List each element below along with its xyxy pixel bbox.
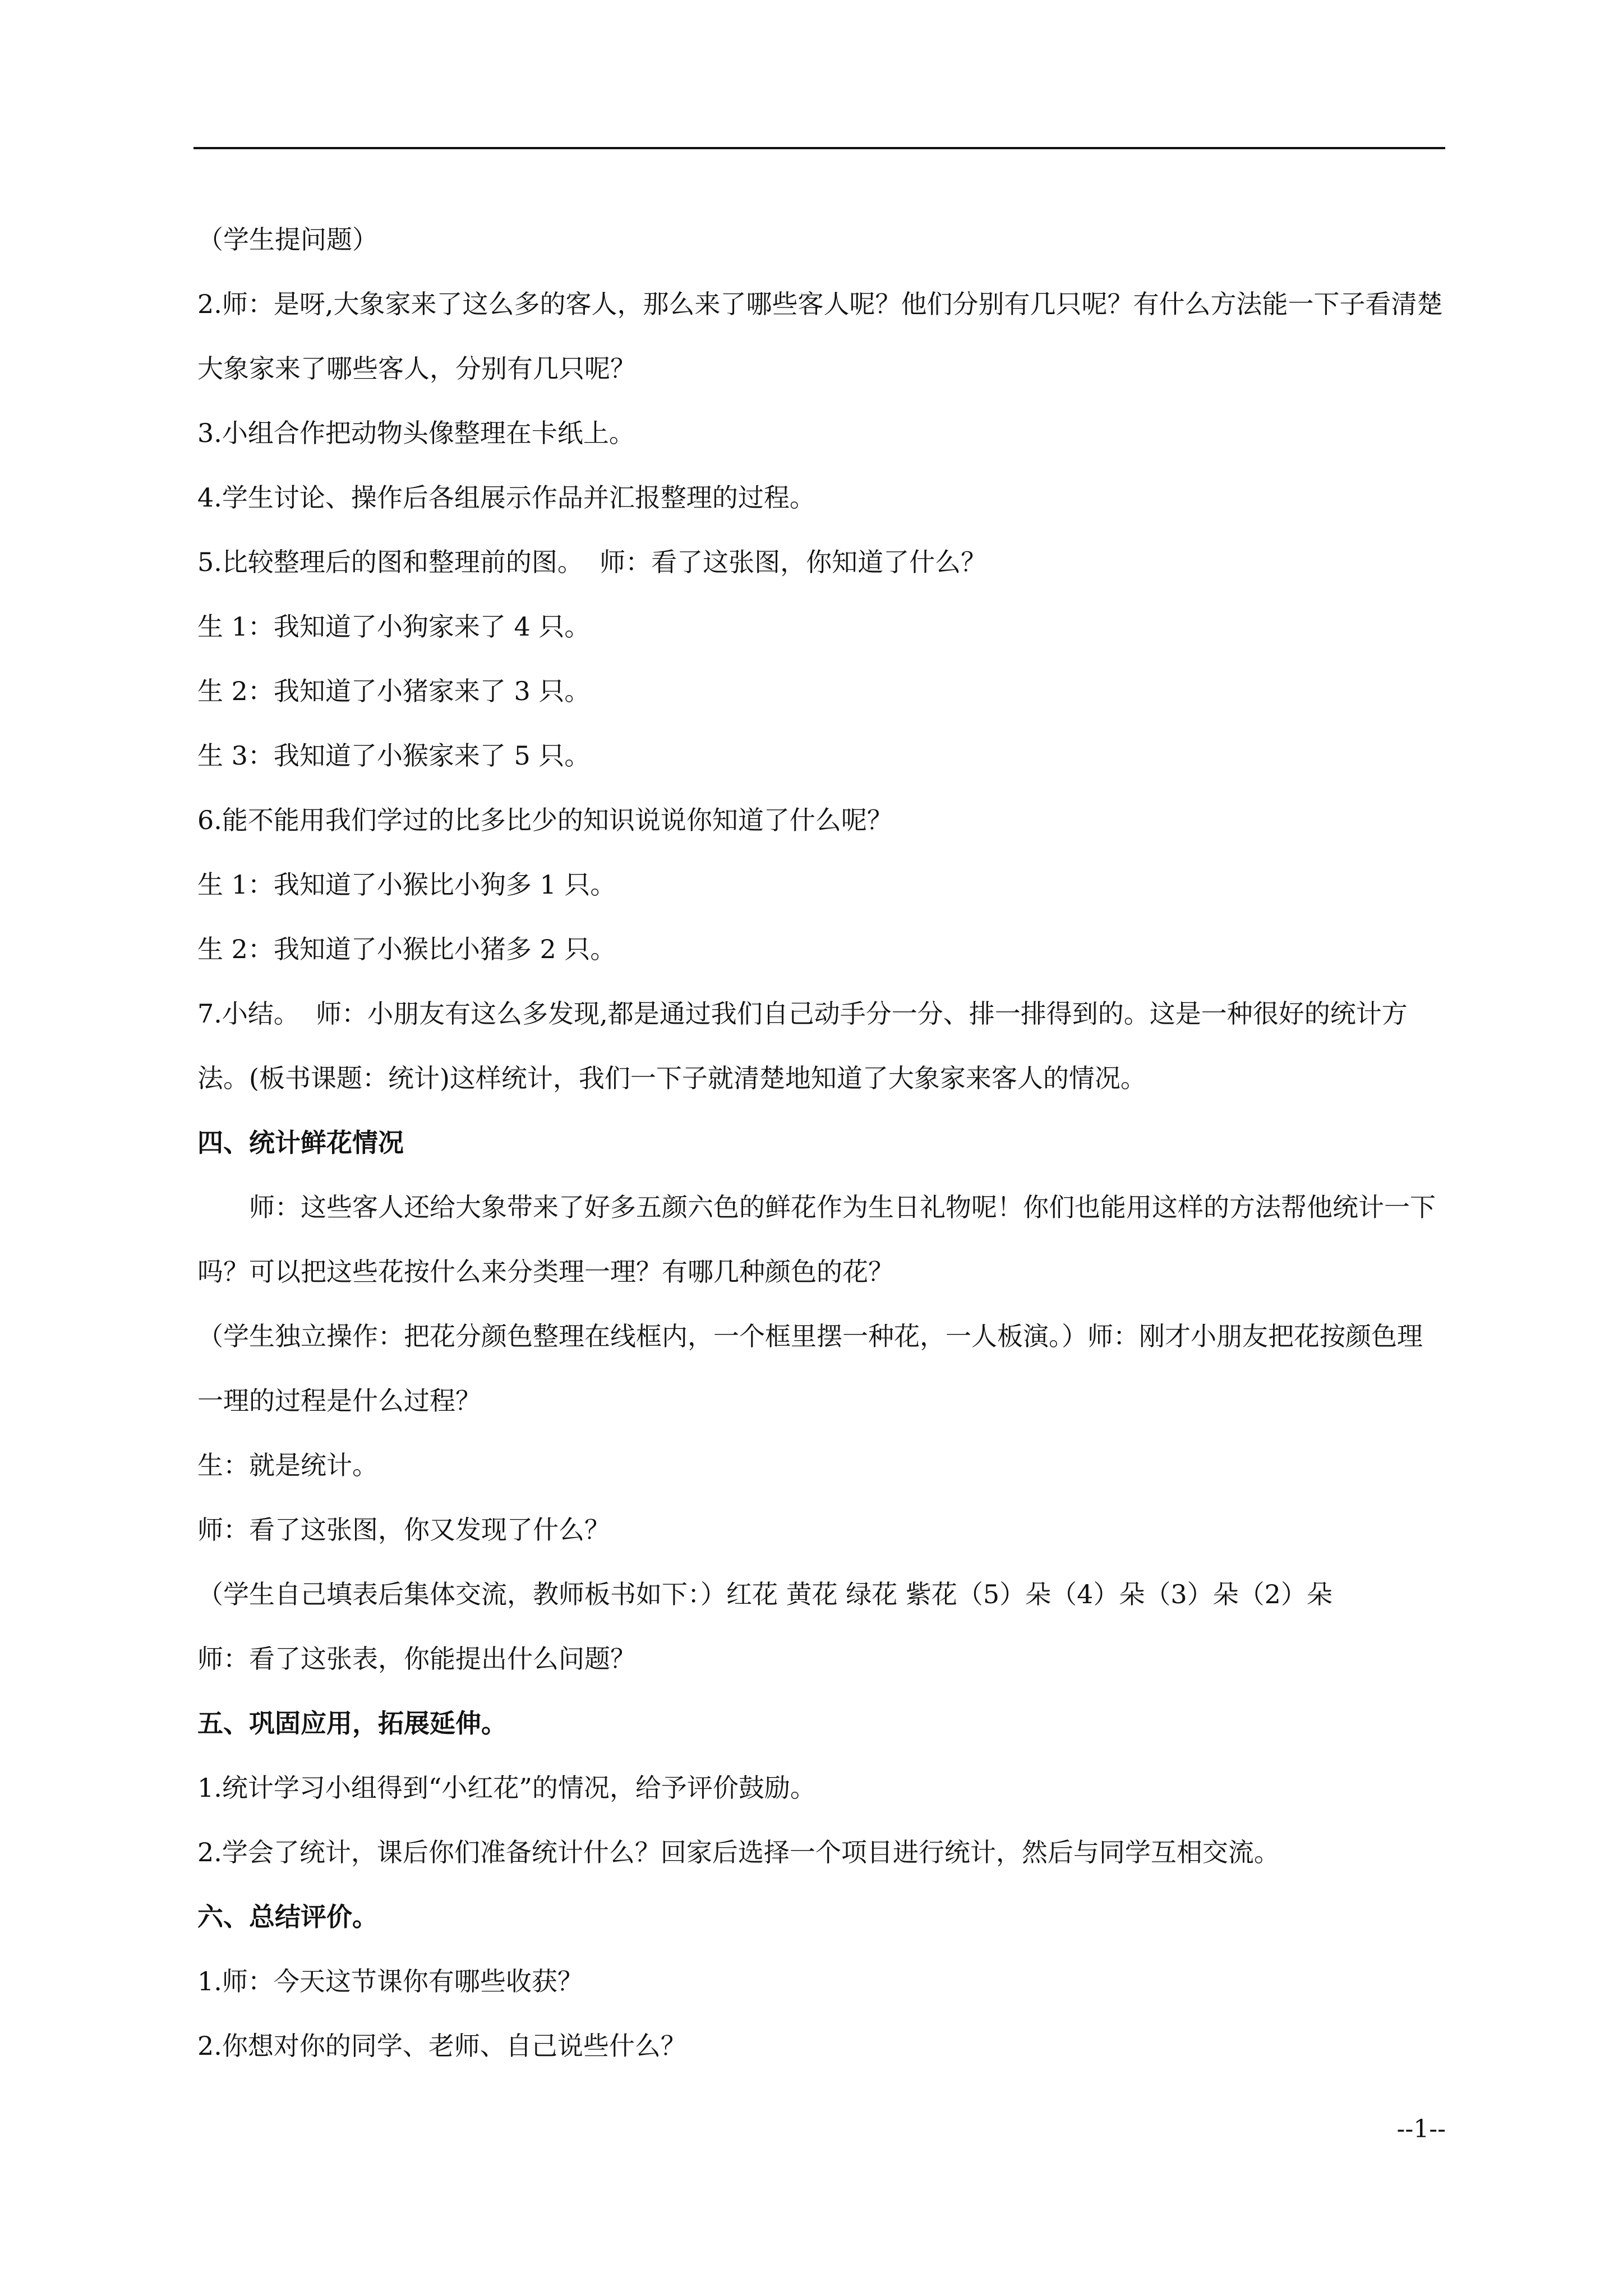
paragraph: （学生自己填表后集体交流，教师板书如下：）红花 黄花 绿花 紫花（5）朵（4）朵（3）朵（2）朵	[197, 1579, 1332, 1609]
paragraph: 生 2：我知道了小猴比小猪多 2 只。	[197, 934, 616, 964]
paragraph: 2.学会了统计，课后你们准备统计什么？回家后选择一个项目进行统计，然后与同学互相交流。	[197, 1837, 1280, 1867]
paragraph: 生 1：我知道了小猴比小狗多 1 只。	[197, 869, 616, 900]
paragraph: 2.师：是呀,大象家来了这么多的客人，那么来了哪些客人呢？他们分别有几只呢？有什么方法能一下子看清楚大象家来了哪些客人，分别有几只呢？	[197, 289, 1443, 384]
paragraph: 2.你想对你的同学、老师、自己说些什么？	[197, 2031, 686, 2061]
section-heading: 六、总结评价。	[197, 1902, 378, 1932]
paragraph: （学生独立操作：把花分颜色整理在线框内，一个框里摆一种花，一人板演。）师：刚才小朋友把花按颜色理一理的过程是什么过程？	[197, 1321, 1423, 1416]
paragraph: 师：这些客人还给大象带来了好多五颜六色的鲜花作为生日礼物呢！你们也能用这样的方法帮他统计一下吗？可以把这些花按什么来分类理一理？有哪几种颜色的花？	[197, 1192, 1436, 1287]
paragraph: 1.统计学习小组得到“小红花”的情况，给予评价鼓励。	[197, 1773, 816, 1803]
document-body	[197, 208, 1446, 2078]
paragraph: 5.比较整理后的图和整理前的图。 师：看了这张图，你知道了什么？	[197, 547, 987, 577]
paragraph: 3.小组合作把动物头像整理在卡纸上。	[197, 418, 635, 448]
paragraph: 4.学生讨论、操作后各组展示作品并汇报整理的过程。	[197, 482, 815, 513]
header-rule	[193, 147, 1445, 149]
paragraph: 6.能不能用我们学过的比多比少的知识说说你知道了什么呢？	[197, 805, 893, 835]
page-number: --1--	[1396, 2115, 1446, 2143]
paragraph: 7.小结。 师：小朋友有这么多发现,都是通过我们自己动手分一分、排一排得到的。这是一种很好的统计方法。(板书课题：统计)这样统计，我们一下子就清楚地知道了大象家来客人的情况。	[197, 999, 1408, 1093]
section-heading: 五、巩固应用，拓展延伸。	[197, 1708, 507, 1738]
paragraph: 生 2：我知道了小猪家来了 3 只。	[197, 676, 591, 706]
section-heading: 四、统计鲜花情况	[197, 1128, 404, 1158]
paragraph: 生 3：我知道了小猴家来了 5 只。	[197, 740, 591, 771]
paragraph: 师：看了这张表，你能提出什么问题？	[197, 1644, 636, 1674]
paragraph: 生：就是统计。	[197, 1450, 378, 1480]
paragraph: 生 1：我知道了小狗家来了 4 只。	[197, 611, 591, 642]
paragraph: 师：看了这张图，你又发现了什么？	[197, 1515, 610, 1545]
paragraph: 1.师：今天这节课你有哪些收获？	[197, 1966, 583, 1996]
paragraph: （学生提问题）	[197, 224, 378, 255]
